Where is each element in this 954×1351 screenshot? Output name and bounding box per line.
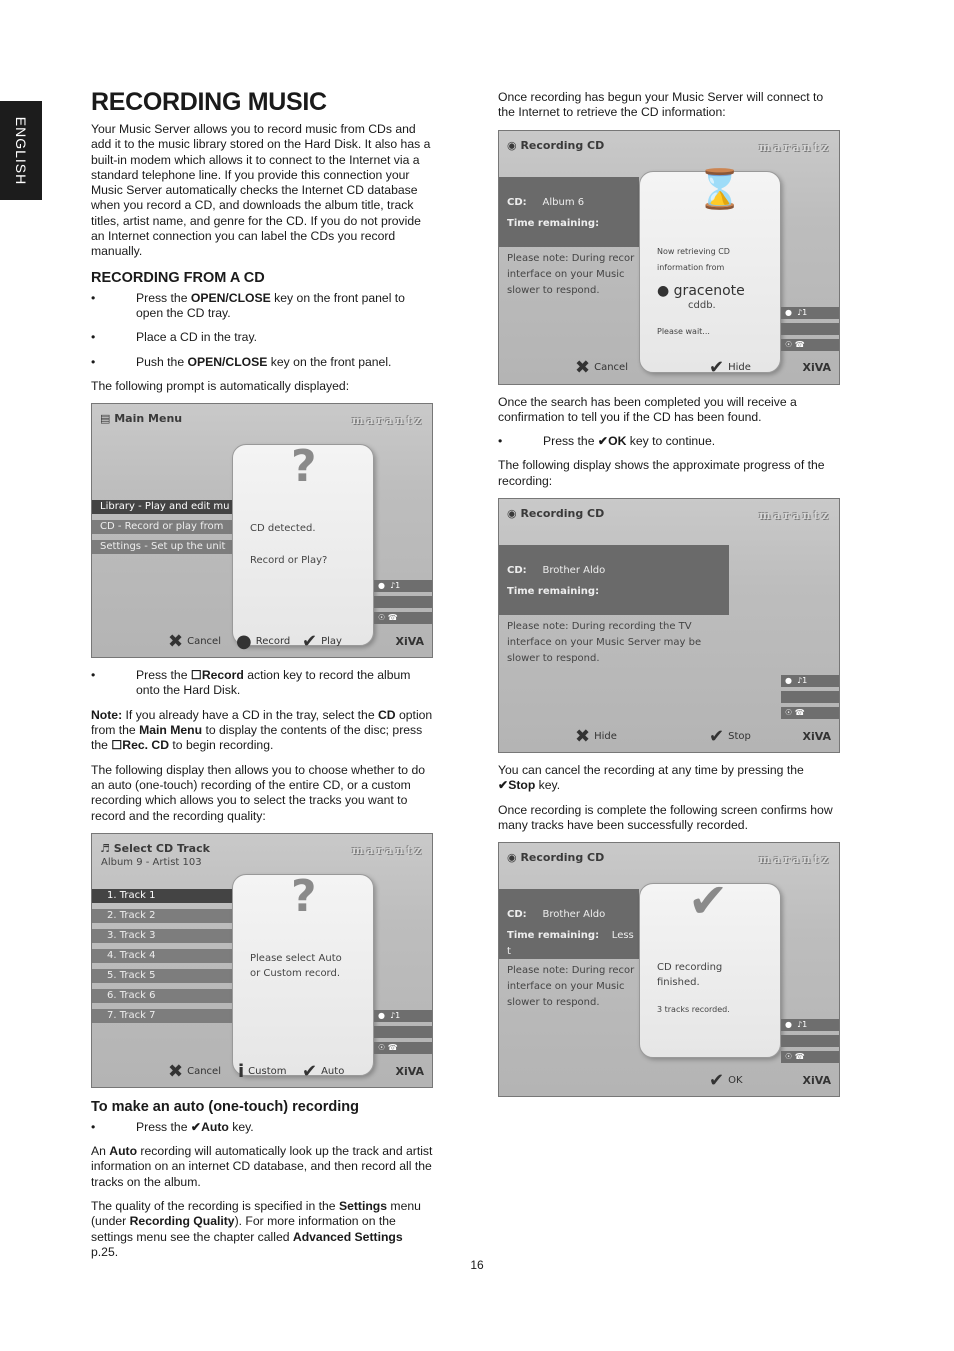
menu-item-cd: CD - Record or play from [92, 520, 232, 534]
bullet-record: • Press the ☐Record action key to record the album onto the Hard Disk. [91, 668, 411, 698]
page-number: 16 [470, 1258, 484, 1272]
section-heading-auto-recording: To make an auto (one-touch) recording [91, 1098, 359, 1115]
bullet-open-close: • Press the OPEN/CLOSE key on the front panel to open the CD tray. [91, 290, 405, 320]
marantz-logo: marantz [758, 853, 831, 867]
track-row: 4. Track 4 [92, 949, 232, 963]
menu-item-library: Library - Play and edit mu [92, 500, 232, 514]
check-icon: ✔ [709, 357, 725, 379]
note-text: Please note: During recor interface on your Music slower to respond. [507, 965, 635, 1009]
left-column [91, 88, 433, 1269]
side-status-panel: ● ♪1 ☉ ☎ [374, 1010, 432, 1058]
xiva-logo: XiVA [395, 634, 424, 648]
question-icon: ? [291, 441, 317, 493]
screen-header: ▤ Main Menu [100, 412, 183, 426]
screen-header: ◉ Recording CD [507, 851, 605, 865]
right-column [498, 90, 840, 1107]
check-icon: ✔ [709, 1069, 725, 1091]
track-row: 6. Track 6 [92, 989, 232, 1003]
footer-auto: ✔ Auto [302, 1060, 345, 1082]
dialog-text-1: Now retrieving CD [657, 246, 730, 256]
cd-info-box: CD: Album 6 Time remaining: [499, 177, 639, 247]
footer-hide: ✔ Hide [709, 357, 751, 379]
question-icon: ? [291, 870, 317, 922]
page-title: RECORDING MUSIC [91, 88, 327, 116]
hourglass-icon: ⌛ [696, 166, 744, 211]
footer-ok: ✔ OK [709, 1069, 743, 1091]
footer-play: ✔ Play [302, 630, 342, 652]
dialog-text-1: CD recording [657, 962, 723, 974]
screen-header: ◉ Recording CD [507, 138, 605, 152]
side-status-panel: ● ♪1 ☉ ☎ [781, 675, 839, 723]
track-row: 3. Track 3 [92, 929, 232, 943]
footer-record: ● Record [236, 630, 291, 652]
marantz-logo: marantz [758, 509, 831, 523]
footer-custom: i Custom [238, 1060, 287, 1082]
intro-paragraph: Your Music Server allows you to record music from CDs and add it to the music library stored on the Hard Disk. It also has a built-in modem which allows it to connect to the Internet via a standard telephone line. If you provide this connection your Music Server automatically checks the Internet CD database when you record a CD, and downloads the album title, track titles, artist name, and genre for the CD. If you do not provide an Internet connection you can label the CDs you record manually. [91, 122, 431, 259]
xiva-logo: XiVA [802, 1073, 831, 1087]
cancel-x-icon: ✖ [575, 725, 591, 747]
progress-paragraph: The following display shows the approximate progress of the recording: [498, 458, 825, 488]
note-text: Please note: During recor interface on your Music slower to respond. [507, 252, 635, 296]
note-paragraph: Note: If you already have a CD in the tray, select the CD option from the Main Menu to display the contents of the disc; press the ☐Rec. CD to begin recording. [91, 707, 433, 753]
side-status-panel: ● ♪1 ☉ ☎ [781, 1019, 839, 1067]
footer-hide: ✖ Hide [575, 725, 617, 747]
checkmark-icon: ✔ [688, 873, 729, 930]
screenshot-retrieving-cd [498, 130, 840, 385]
screenshot-recording-finished [498, 842, 840, 1097]
bullet-push-open-close: • Push the OPEN/CLOSE key on the front panel. [91, 354, 392, 369]
retrieving-dialog [639, 166, 781, 379]
screen-header: ◉ Recording CD [507, 507, 605, 521]
cddb-logo: cddb. [688, 299, 716, 311]
language-tab [0, 101, 42, 200]
footer-cancel: ✖ Cancel [168, 630, 221, 652]
tracks-recorded: 3 tracks recorded. [657, 1005, 730, 1015]
info-icon: i [238, 1060, 245, 1082]
menu-item-settings: Settings - Set up the unit [92, 540, 232, 554]
screen-header: ♬ Select CD Track [100, 841, 210, 855]
finished-dialog [639, 873, 781, 1058]
check-icon: ✔ [302, 630, 318, 652]
choose-paragraph: The following display then allows you to choose whether to do an auto (one-touch) recording of the entire CD, or a custom recording which allows you to select the tracks you want to record and the recording quality: [91, 762, 426, 823]
section-heading-recording-from-cd: RECORDING FROM A CD [91, 269, 265, 286]
connect-paragraph: Once recording has begun your Music Server will connect to the Internet to retrieve the CD information: [498, 90, 824, 120]
record-icon: ● [236, 630, 252, 652]
cd-info-box: CD: Brother Aldo Time remaining: Less t [499, 889, 639, 959]
check-icon: ✔ [302, 1060, 318, 1082]
gracenote-logo: ● gracenote [657, 282, 745, 299]
marantz-logo: marantz [758, 140, 831, 154]
auto-paragraph: An Auto recording will automatically look up the track and artist information on an internet CD database, and then record all the tracks on the album. [91, 1144, 433, 1189]
footer-cancel: ✖ Cancel [575, 357, 628, 379]
dialog-text-2: finished. [657, 977, 700, 989]
track-row: 1. Track 1 [92, 889, 232, 903]
dialog-text-2: Record or Play? [250, 555, 328, 567]
bullet-ok: • Press the ✔OK key to continue. [498, 434, 716, 449]
cancel-x-icon: ✖ [168, 1060, 184, 1082]
dialog-text-1: CD detected. [250, 523, 316, 535]
footer-cancel: ✖ Cancel [168, 1060, 221, 1082]
track-row: 7. Track 7 [92, 1009, 232, 1023]
screenshot-select-cd-track [91, 833, 433, 1088]
cancel-paragraph: You can cancel the recording at any time by pressing the ✔Stop key. [498, 763, 804, 793]
cd-info-box: CD: Brother Aldo Time remaining: [499, 545, 729, 615]
bullet-place-cd: • Place a CD in the tray. [91, 330, 258, 345]
screen-subheader: Album 9 - Artist 103 [101, 856, 202, 868]
auto-custom-dialog [232, 870, 374, 1076]
bullet-auto: • Press the ✔Auto key. [91, 1119, 254, 1134]
track-row: 5. Track 5 [92, 969, 232, 983]
marantz-logo: marantz [351, 843, 424, 857]
dialog-text-2: information from [657, 262, 725, 272]
prompt-text: The following prompt is automatically displayed: [91, 378, 350, 393]
screenshot-main-menu [91, 403, 433, 658]
search-paragraph: Once the search has been completed you will receive a confirmation to tell you if the CD has been found. [498, 394, 797, 424]
complete-paragraph: Once recording is complete the following screen confirms how many tracks have been successfully recorded. [498, 802, 833, 832]
side-status-panel: ● ♪1 ☉ ☎ [374, 580, 432, 628]
dialog-text-1: Please select Auto [250, 952, 342, 964]
screenshot-recording-progress [498, 498, 840, 753]
track-row: 2. Track 2 [92, 909, 232, 923]
dialog-text-2: or Custom record. [250, 967, 341, 979]
dialog-wait: Please wait... [657, 326, 710, 336]
language-tab-label: ENGLISH [13, 116, 29, 186]
xiva-logo: XiVA [802, 361, 831, 375]
note-text: Please note: During recording the TV interface on your Music Server may be slower to respond. [507, 621, 702, 665]
cancel-x-icon: ✖ [575, 357, 591, 379]
cd-detected-dialog [232, 441, 374, 646]
marantz-logo: marantz [351, 414, 424, 428]
side-status-panel: ● ♪1 ☉ ☎ [781, 307, 839, 355]
quality-paragraph: The quality of the recording is specified in the Settings menu (under Recording Quality). For more information on the settings menu see the chapter called Advanced Settings p.25. [91, 1199, 421, 1259]
xiva-logo: XiVA [395, 1064, 424, 1078]
footer-stop: ✔ Stop [709, 725, 751, 747]
check-icon: ✔ [709, 725, 725, 747]
xiva-logo: XiVA [802, 729, 831, 743]
cancel-x-icon: ✖ [168, 630, 184, 652]
